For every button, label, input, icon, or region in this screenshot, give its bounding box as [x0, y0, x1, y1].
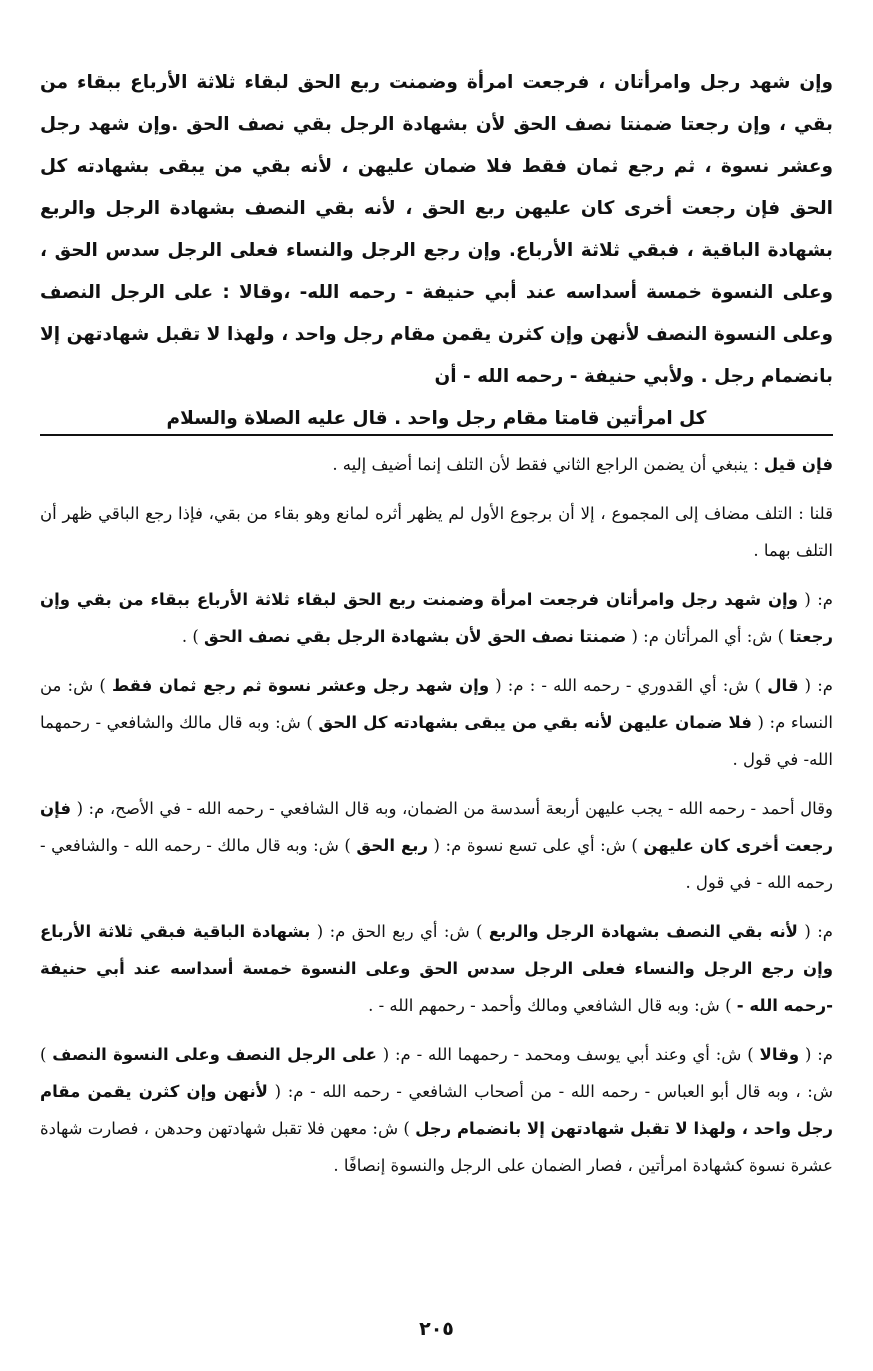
main-text — [40, 62, 833, 440]
commentary-text: ) ش: وبه قال مالك والشافعي - رحمهما الله- في قول . — [40, 713, 833, 769]
commentary-quoted-text: فإن رجعت أخرى كان عليهن — [40, 799, 834, 855]
main-text-paragraph: وإن شهد رجل وامرأتان ، فرجعت امرأة وضمنت ربع الحق لبقاء ثلاثة الأرباع ببقاء من بقي ، وإن رجعتا ضمنتا نصف الحق لأن بشهادة الرجل بقي نصف الحق .وإن شهد رجل وعشر نسوة ، ثم رجع ثمان فقط فلا ضمان عليهن ، لأنه بقي من يبقى بشهادته كل الحق فإن رجعت أخرى كان عليهن ربع الحق ، لأنه بقي النصف بشهادة الرجل والربع بشهادة الباقية ، فبقي ثلاثة الأرباع. وإن رجع الرجل والنساء فعلى الرجل سدس الحق ، وعلى النسوة خمسة أسداسه عند أبي حنيفة - رحمه الله- ،وقالا : على الرجل النصف وعلى النسوة النصف لأنهن وإن كثرن يقمن مقام رجل واحد ، ولهذا لا تقبل شهادتهن إلا بانضمام رجل . ولأبي حنيفة - رحمه الله - أن — [40, 72, 833, 387]
commentary-quoted-text: ضمنتا نصف الحق لأن بشهادة الرجل بقي نصف الحق — [204, 627, 627, 646]
section-divider — [40, 434, 833, 436]
commentary-quoted-text: فلا ضمان عليهن لأنه بقي من يبقى بشهادته كل الحق — [318, 713, 752, 732]
commentary-text: قلنا : التلف مضاف إلى المجموع ، إلا أن برجوع الأول لم يظهر أثره لمانع وهو بقاء من بقي، فإذا رجع الباقي ظهر أن التلف بهما . — [40, 504, 833, 560]
commentary-text: م: ( — [799, 1045, 833, 1064]
commentary-quoted-text: لأنهن وإن كثرن يقمن مقام رجل واحد ، ولهذا لا تقبل شهادتهن إلا بانضمام رجل — [40, 1082, 833, 1138]
commentary-text: ) ش: وبه قال مالك - رحمه الله - والشافعي - رحمه الله - في قول . — [40, 836, 833, 892]
commentary-paragraph — [40, 790, 833, 901]
commentary-text: : ينبغي أن يضمن الراجع الثاني فقط لأن التلف إنما أضيف إليه . — [332, 455, 764, 474]
commentary-quoted-text: وإن شهد رجل وعشر نسوة ثم رجع ثمان فقط — [111, 676, 490, 695]
commentary-text: ) ش: معهن فلا تقبل شهادتهن وحدهن ، فصارت شهادة عشرة نسوة كشهادة امرأتين ، فصار الضمان على الرجل والنسوة إنصافًا . — [40, 1119, 833, 1175]
commentary-paragraph — [40, 495, 833, 569]
commentary-quoted-text: قال — [767, 676, 799, 695]
commentary-paragraph — [40, 1036, 833, 1184]
commentary-quoted-text: على الرجل النصف وعلى النسوة النصف — [52, 1045, 377, 1064]
commentary-paragraph — [40, 667, 833, 778]
page-number: ٢٠٥ — [419, 1318, 454, 1340]
commentary — [40, 446, 833, 1196]
commentary-paragraph — [40, 913, 833, 1024]
commentary-quoted-text: بشهادة الباقية فبقي ثلاثة الأرباع وإن رجع الرجل والنساء فعلى الرجل سدس الحق وعلى النسوة خمسة أسداسه عند أبي حنيفة -رحمه الله - — [40, 922, 833, 1015]
commentary-quoted-text: وإن شهد رجل وامرأتان فرجعت امرأة وضمنت ربع الحق لبقاء ثلاثة الأرباع ببقاء من بقي وإن رجعتا — [40, 590, 833, 646]
commentary-text: ) ش: وبه قال الشافعي ومالك وأحمد - رحمهم الله - . — [368, 996, 737, 1015]
commentary-text: ) ش: أي وعند أبي يوسف ومحمد - رحمهما الله - م: ( — [376, 1045, 760, 1064]
commentary-quoted-text: ربع الحق — [356, 836, 429, 855]
commentary-quoted-text: لأنه بقي النصف بشهادة الرجل والربع — [488, 922, 798, 941]
commentary-quoted-text: وقالا — [759, 1045, 800, 1064]
commentary-text: ) ش: أي القدوري - رحمه الله - : م: ( — [489, 676, 768, 695]
commentary-text: ) ش: أي على تسع نسوة م: ( — [428, 836, 644, 855]
commentary-quoted-text: فإن قيل — [763, 455, 833, 474]
commentary-text: م: ( — [797, 922, 834, 941]
commentary-paragraph — [40, 581, 833, 655]
commentary-text: ) ش: من النساء م: ( — [40, 676, 833, 732]
commentary-text: وقال أحمد - رحمه الله - يجب عليهن أربعة أسدسة من الضمان، وبه قال الشافعي - رحمه الله - في الأصح، م: ( — [71, 799, 833, 818]
commentary-paragraph — [40, 446, 833, 483]
book-page — [40, 0, 833, 1371]
commentary-text: م: ( — [798, 676, 833, 695]
commentary-text: م: ( — [797, 590, 833, 609]
commentary-text: ) ش: أي المرأتان م: ( — [626, 627, 790, 646]
commentary-text: ) ش: ، وبه قال أبو العباس - رحمه الله - من أصحاب الشافعي - رحمه الله - م: ( — [40, 1045, 834, 1101]
commentary-text: ) . — [181, 627, 204, 646]
main-text-last-line: كل امرأتين قامتا مقام رجل واحد . قال عليه الصلاة والسلام — [166, 408, 707, 429]
commentary-text: ) ش: أي ربع الحق م: ( — [310, 922, 489, 941]
